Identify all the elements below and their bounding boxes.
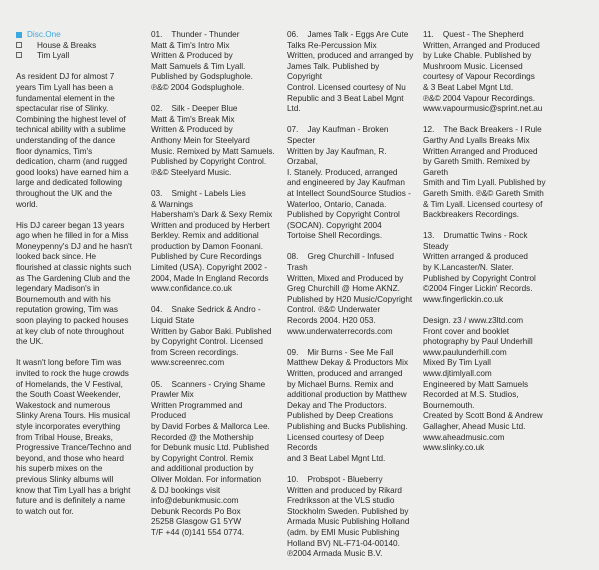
track-entry (423, 30, 553, 115)
track-title: 03. Smight - Labels Lies (151, 188, 246, 198)
track-credit-line: Limited (USA). Copyright 2002 - (151, 263, 268, 273)
track-credit-line: Matt & Tim's Break Mix (151, 114, 235, 124)
track-credit-line: Records 2004. H20 053. (287, 316, 376, 326)
track-credit-line: by Copyright Control. Remix (151, 453, 254, 463)
track-credit-line: ℗&© Steelyard Music. (151, 167, 232, 177)
track-credit-line: www.underwaterrecords.com (287, 326, 393, 336)
track-credit-line: & Warnings (151, 199, 194, 209)
track-credit-line: Written arranged & produced (423, 252, 528, 262)
track-credit-line: Smith and Tim Lyall. Published by (423, 178, 546, 188)
tracklist-column-1 (151, 30, 276, 549)
track-credit-line: I. Stanely. Produced, arranged (287, 167, 398, 177)
track-credit-line: and additional production by (151, 464, 254, 474)
track-credit-line: courtesy of Vapour Recordings (423, 72, 535, 82)
track-credit-line: Stockholm Sweden. Published by (287, 506, 409, 516)
track-title: 02. Silk - Deeper Blue (151, 104, 238, 114)
track-credit-line: Publishing and Bucks Publishing. (287, 421, 408, 431)
track-entry (287, 475, 414, 560)
track-credit-line: Control. Licensed courtesy of Nu (287, 82, 406, 92)
credit-line: Mixed By Tim Lyall (423, 358, 491, 368)
track-credit-line: Matt & Tim's Intro Mix (151, 40, 230, 50)
track-credit-line: Tortoise Shell Recordings. (287, 231, 383, 241)
track-credit-line: Berkley. Remix and additional (151, 231, 259, 241)
track-credit-line: ℗&© 2004 Godsplughole. (151, 82, 245, 92)
track-credit-line: Licensed courtesy of Deep Records (287, 432, 387, 453)
track-credit-line: www.screenrec.com (151, 358, 225, 368)
tracklist-column-3 (423, 30, 553, 454)
track-credit-line: Written, produced and arranged (287, 369, 403, 378)
left-column (16, 30, 132, 528)
track-title: 06. James Talk - Eggs Are Cute (287, 30, 409, 39)
track-credit-line: by Copyright Control. Licensed (151, 337, 263, 347)
track-credit-line: (adm. by EMI Music Publishing (287, 527, 400, 537)
track-credit-line: and engineered by Jay Kaufman (287, 178, 405, 188)
track-credit-line: Prawler Mix (151, 390, 194, 400)
track-credit-line: Published by Copyright Control (423, 273, 536, 283)
track-credit-line: Debunk Records Po Box (151, 506, 241, 516)
track-entry (423, 231, 553, 305)
track-credit-line: Written, Mixed and Produced by (287, 273, 404, 283)
credit-line: Front cover and booklet (423, 326, 510, 336)
credit-line: Recorded at M.S. Studios, (423, 390, 519, 400)
track-credit-line: Published by H20 Music/Copyright (287, 294, 413, 304)
track-credit-line: Written and produced by Herbert (151, 220, 270, 230)
track-entry (151, 305, 276, 369)
credit-line: www.djtimlyall.com (423, 369, 492, 378)
track-credit-line: Written, Arranged and Produced (423, 40, 540, 50)
track-credit-line: www.vapourmusic@sprint.net.au (423, 104, 543, 114)
credit-line: photography by Paul Underhill (423, 337, 533, 347)
track-credit-line: ℗&© 2004 Vapour Recordings. (423, 93, 536, 103)
track-credit-line: Written and produced by Rikard (287, 485, 402, 495)
track-credit-line: T/F +44 (0)141 554 0774. (151, 527, 245, 537)
track-credit-line: 25258 Glasgow G1 5YW (151, 517, 242, 527)
track-credit-line: Published by Deep Creations (287, 411, 394, 421)
track-credit-line: Fredriksson at the VLS studio (287, 496, 395, 506)
track-title: 10. Probspot - Blueberry (287, 474, 383, 484)
track-credit-line: 2004, Made In England Records (151, 273, 269, 283)
track-credit-line: Mushroom Music. Licensed (423, 61, 523, 71)
bio-paragraph: His DJ career began 13 years ago when he filled in for a Miss Moneypenny's DJ and he hasn't looked back since. He flourished at classic nights such as The Gardening Club and the legendary Madison's in Bournemouth and with his reputation growing, Tim was soon playing to packed houses at key club of note throughout the UK. (16, 220, 133, 347)
track-credit-line: Published by Cure Recordings (151, 252, 262, 262)
track-entry (287, 30, 414, 115)
track-credit-line: Published by Godsplughole. (151, 72, 253, 82)
track-credit-line: Music. Remixed by Matt Samuels. (151, 146, 275, 156)
track-credit-line: www.fingerlickin.co.uk (423, 294, 504, 304)
track-credit-line: Control. ℗&© Underwater (287, 305, 381, 315)
track-credit-line: Armada Music Publishing Holland (287, 517, 410, 527)
track-title: 05. Scanners - Crying Shame (151, 379, 266, 389)
track-credit-line: from Screen recordings. (151, 347, 239, 357)
track-title: 04. Snake Sedrick & Andro - (151, 305, 261, 315)
square-bullet-icon (16, 52, 22, 58)
track-credit-line: additional production by Matthew (287, 390, 407, 400)
track-credit-line: by Michael Burns. Remix and (287, 379, 394, 389)
track-credit-line: by K.Lancaster/N. Slater. (423, 263, 514, 273)
track-credit-line: ℗2004 Armada Music B.V. (287, 549, 383, 559)
credits-block (423, 316, 553, 454)
track-credit-line: info@debunkmusic.com (151, 496, 239, 506)
track-credit-line: Written, produced and arranged by (287, 51, 414, 61)
track-entry (287, 252, 414, 337)
track-credit-line: Republic and 3 Beat Label Mgnt Ltd. (287, 93, 406, 114)
track-credit-line: at Intellect SoundSource Studios - (287, 188, 411, 198)
track-credit-line: ©2004 Finger Lickin' Records. (423, 284, 533, 294)
credit-line: www.aheadmusic.com (423, 432, 505, 442)
track-entry (287, 125, 414, 242)
track-credit-line: and 3 Beat Label Mgnt Ltd. (287, 453, 386, 463)
square-bullet-icon (16, 32, 22, 38)
credit-line: www.paulunderhill.com (423, 347, 507, 357)
track-title: 07. Jay Kaufman - Broken Specter (287, 125, 391, 145)
track-title: 08. Greg Churchill - Infused Trash (287, 252, 397, 273)
track-credit-line: Holland BV) NL-F71-04-00140. (287, 538, 400, 548)
track-credit-line: Dekay and The Productors. (287, 400, 387, 410)
track-credit-line: James Talk. Published by Copyright (287, 61, 382, 82)
track-credit-line: Backbreakers Recordings. (423, 210, 520, 220)
square-bullet-icon (16, 42, 22, 48)
track-entry (151, 30, 276, 94)
disc-label: Disc.One (16, 30, 132, 41)
track-credit-line: Matt Samuels & Tim Lyall. (151, 61, 246, 71)
track-credit-line: Anthony Mein for Steelyard (151, 135, 250, 145)
track-credit-line: Talks Re-Percussion Mix (287, 40, 377, 50)
track-credit-line: Liquid State (151, 316, 195, 326)
artist-label: Tim Lyall (16, 51, 132, 62)
bio-paragraph: It wasn't long before Tim was invited to rock the huge crowds of Homelands, the V Festival, the South Coast Weekender, Wakestock and numerous Slinky Arena Tours. His musical style incorporates everything from Tribal House, Breaks, Progressive Trance/Techno and beyond, and those who heard his superb mixes on the previous Slinky albums will know that Tim Lyall has a bright future and is definitely a name to watch out for. (16, 358, 132, 516)
tracklist-column-2 (287, 30, 414, 570)
track-credit-line: Written Arranged and Produced (423, 146, 538, 156)
track-entry (151, 189, 276, 295)
series-label: House & Breaks (16, 41, 132, 52)
track-credit-line: Waterloo, Ontario, Canada. (287, 199, 387, 209)
track-credit-line: Written by Gabor Baki. Published (151, 326, 272, 336)
credit-line: Created by Scott Bond & Andrew (423, 411, 543, 421)
track-title: 09. Mir Burns - See Me Fall (287, 347, 394, 357)
track-credit-line: & 3 Beat Label Mgnt Ltd. (423, 82, 514, 92)
track-credit-line: Published by Copyright Control. (151, 157, 267, 167)
credit-line: Bournemouth. (423, 400, 475, 410)
track-credit-line: Recorded @ the Mothership (151, 432, 254, 442)
track-credit-line: & DJ bookings visit (151, 485, 221, 495)
track-credit-line: Greg Churchill @ Home AKNZ. (287, 284, 400, 294)
track-entry (151, 104, 276, 178)
track-credit-line: for Debunk music Ltd. Published (151, 443, 269, 453)
track-credit-line: Written & Produced by (151, 125, 233, 135)
track-credit-line: & Tim Lyall. Licensed courtesy of (423, 199, 543, 209)
track-credit-line: www.confidance.co.uk (151, 284, 233, 294)
track-title: 13. Drumattic Twins - Rock Steady (423, 231, 530, 251)
track-title: 01. Thunder - Thunder (151, 30, 240, 39)
track-entry (423, 125, 553, 220)
track-credit-line: (SOCAN). Copyright 2004 (287, 220, 382, 230)
track-credit-line: Written & Produced by (151, 51, 233, 61)
bio-paragraph: As resident DJ for almost 7 years Tim Lyall has been a fundamental element in the spectacular rise of Slinky. Combining the highest level of technical ability with a sublime understanding of the dance floor dynamics, Tim's dedication, charm (and rugged good looks) have earned him a large and dedicated following throughout the UK and the world. (16, 72, 129, 209)
credit-line: www.slinky.co.uk (423, 443, 485, 453)
credit-line: Engineered by Matt Samuels (423, 379, 529, 389)
track-credit-line: by Luke Chable. Published by (423, 51, 532, 61)
track-credit-line: Garthy And Lyalls Breaks Mix (423, 135, 530, 145)
track-credit-line: Gareth Smith. ℗&© Gareth Smith (423, 188, 544, 198)
track-credit-line: by Gareth Smith. Remixed by Gareth (423, 157, 533, 177)
credit-line: Gallagher, Ahead Music Ltd. (423, 421, 526, 431)
track-credit-line: Oliver Moldan. For information (151, 474, 262, 484)
track-entry (151, 380, 276, 539)
credit-line: Design. z3 / www.z3ltd.com (423, 316, 524, 326)
track-credit-line: production by Damon Foonani. (151, 241, 263, 251)
track-credit-line: by David Forbes & Mallorca Lee. (151, 421, 270, 431)
track-credit-line: Written Programmed and Produced (151, 400, 245, 421)
disc-header (16, 30, 132, 62)
track-credit-line: Matthew Dekay & Productors Mix (287, 358, 409, 368)
track-entry (287, 348, 414, 465)
track-title: 12. The Back Breakers - I Rule (423, 125, 542, 135)
track-credit-line: Habersham's Dark & Sexy Remix (151, 210, 273, 220)
track-credit-line: Published by Copyright Control (287, 210, 400, 220)
track-title: 11. Quest - The Shepherd (423, 30, 524, 39)
track-credit-line: Written by Jay Kaufman, R. Orzabal, (287, 146, 389, 167)
